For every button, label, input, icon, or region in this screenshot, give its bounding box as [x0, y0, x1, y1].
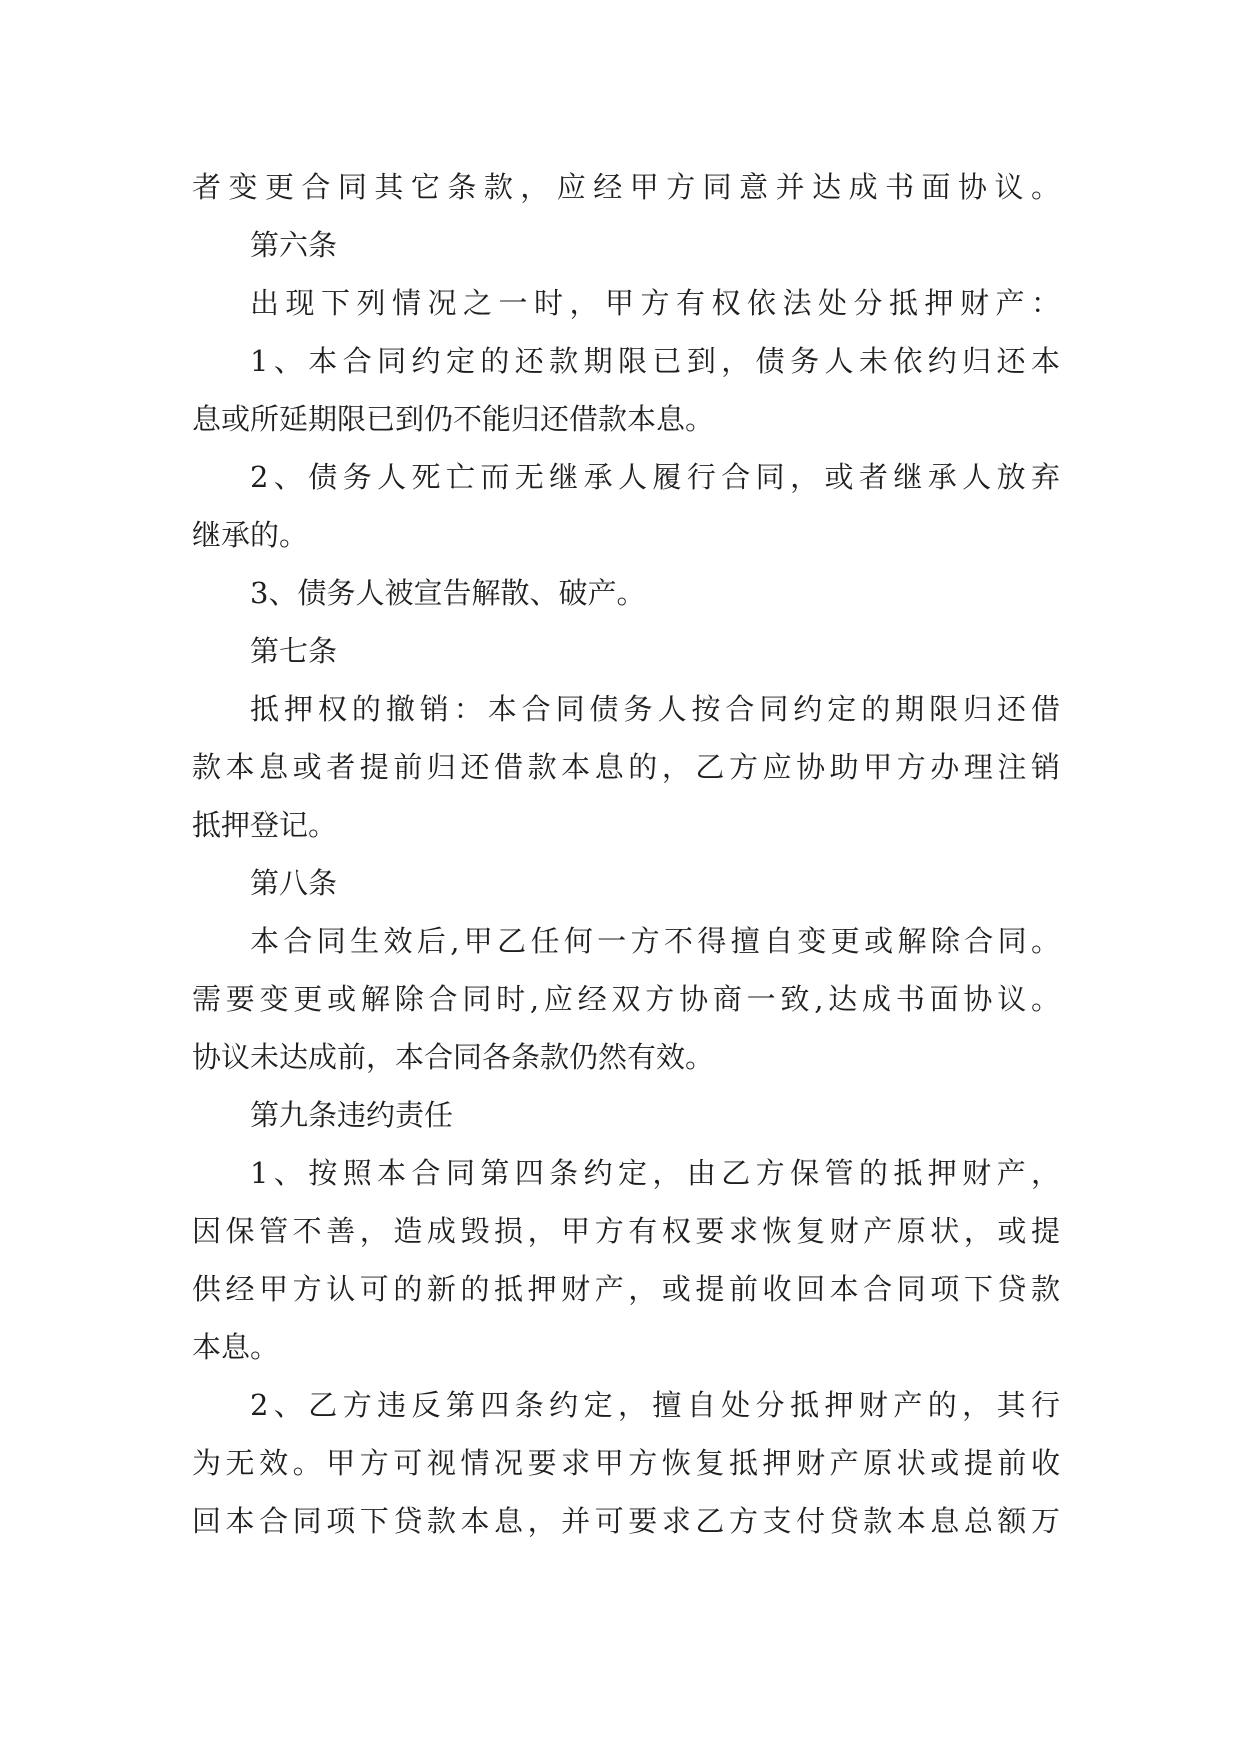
text-line: 抵押权的撤销：本合同债务人按合同约定的期限归还借 — [250, 692, 1060, 726]
article-heading-6: 第六条 — [250, 228, 338, 262]
article-heading-9: 第九条违约责任 — [250, 1098, 454, 1132]
text-line: 款本息或者提前归还借款本息的，乙方应协助甲方办理注销 — [192, 750, 1060, 784]
text-line: 2、乙方违反第四条约定，擅自处分抵押财产的，其行 — [250, 1388, 1060, 1422]
text-line: 因保管不善，造成毁损，甲方有权要求恢复财产原状，或提 — [192, 1214, 1060, 1248]
text-line: 供经甲方认可的新的抵押财产，或提前收回本合同项下贷款 — [192, 1272, 1060, 1306]
article-heading-8: 第八条 — [250, 866, 338, 900]
text-line: 出现下列情况之一时，甲方有权依法处分抵押财产： — [250, 286, 1060, 320]
article-heading-7: 第七条 — [250, 634, 338, 668]
text-line: 息或所延期限已到仍不能归还借款本息。 — [192, 402, 715, 436]
text-line: 3、债务人被宣告解散、破产。 — [250, 576, 646, 610]
text-line: 需要变更或解除合同时,应经双方协商一致,达成书面协议。 — [192, 982, 1060, 1016]
text-line: 2、债务人死亡而无继承人履行合同，或者继承人放弃 — [250, 460, 1060, 494]
text-line: 继承的。 — [192, 518, 309, 552]
text-line: 1、本合同约定的还款期限已到，债务人未依约归还本 — [250, 344, 1060, 378]
text-line: 抵押登记。 — [192, 808, 338, 842]
text-line: 为无效。甲方可视情况要求甲方恢复抵押财产原状或提前收 — [192, 1446, 1060, 1480]
text-line: 协议未达成前，本合同各条款仍然有效。 — [192, 1040, 715, 1074]
text-line: 1、按照本合同第四条约定，由乙方保管的抵押财产， — [250, 1156, 1060, 1190]
text-line: 者变更合同其它条款，应经甲方同意并达成书面协议。 — [192, 170, 1060, 204]
text-line: 本息。 — [192, 1330, 280, 1364]
text-line: 回本合同项下贷款本息，并可要求乙方支付贷款本息总额万 — [192, 1504, 1060, 1538]
text-line: 本合同生效后,甲乙任何一方不得擅自变更或解除合同。 — [250, 924, 1060, 958]
